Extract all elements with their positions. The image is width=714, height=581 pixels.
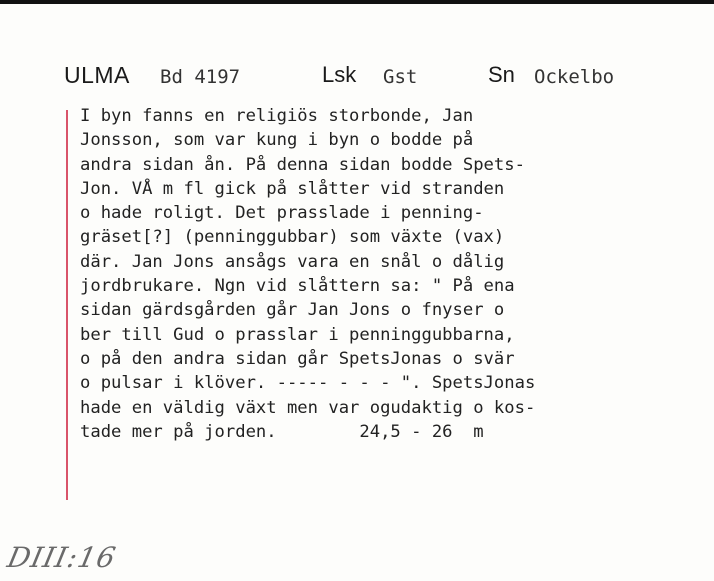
transcript-line: o på den andra sidan går SpetsJonas o svär bbox=[80, 348, 515, 369]
province-value: Gst bbox=[383, 66, 418, 88]
transcript-line: ber till Gud o prasslar i penninggubbarna, bbox=[80, 324, 515, 345]
transcript-body bbox=[80, 104, 695, 444]
transcript-line: o hade roligt. Det prasslade i penning- bbox=[80, 203, 484, 224]
transcript-line: sidan gärdsgården går Jan Jons o fnyser o bbox=[80, 300, 505, 321]
transcript-line: gräset[?] (penninggubbar) som växte (vax) bbox=[80, 227, 505, 248]
margin-rule bbox=[66, 110, 68, 500]
parish-label: Sn bbox=[488, 62, 515, 87]
transcript-line: jordbrukare. Ngn vid slåttern sa: " På ena bbox=[80, 276, 515, 297]
transcript-line: I byn fanns en religiös storbonde, Jan bbox=[80, 106, 474, 126]
transcript-line: tade mer på jorden. 24,5 - 26 m bbox=[80, 421, 484, 442]
card-top-edge bbox=[0, 0, 714, 4]
transcript-line: där. Jan Jons ansågs vara en snål o dålig bbox=[80, 251, 505, 272]
transcript-line: hade en väldig växt men var ogudaktig o kos- bbox=[80, 397, 536, 418]
transcript-line: Jon. VÅ m fl gick på slåtter vid stranden bbox=[80, 178, 505, 199]
transcript-line: Jonsson, som var kung i byn o bodde på bbox=[80, 130, 474, 151]
province-label: Lsk bbox=[322, 62, 357, 87]
transcript-line: o pulsar i klöver. ----- - - - ". SpetsJonas bbox=[80, 373, 536, 394]
handwritten-archive-mark: DIII:16 bbox=[4, 541, 120, 574]
archive-name: ULMA bbox=[64, 62, 130, 88]
volume-number: Bd 4197 bbox=[160, 66, 241, 88]
parish-value: Ockelbo bbox=[534, 66, 615, 88]
card-header bbox=[64, 62, 684, 92]
transcript-line: andra sidan ån. På denna sidan bodde Spets- bbox=[80, 154, 525, 175]
